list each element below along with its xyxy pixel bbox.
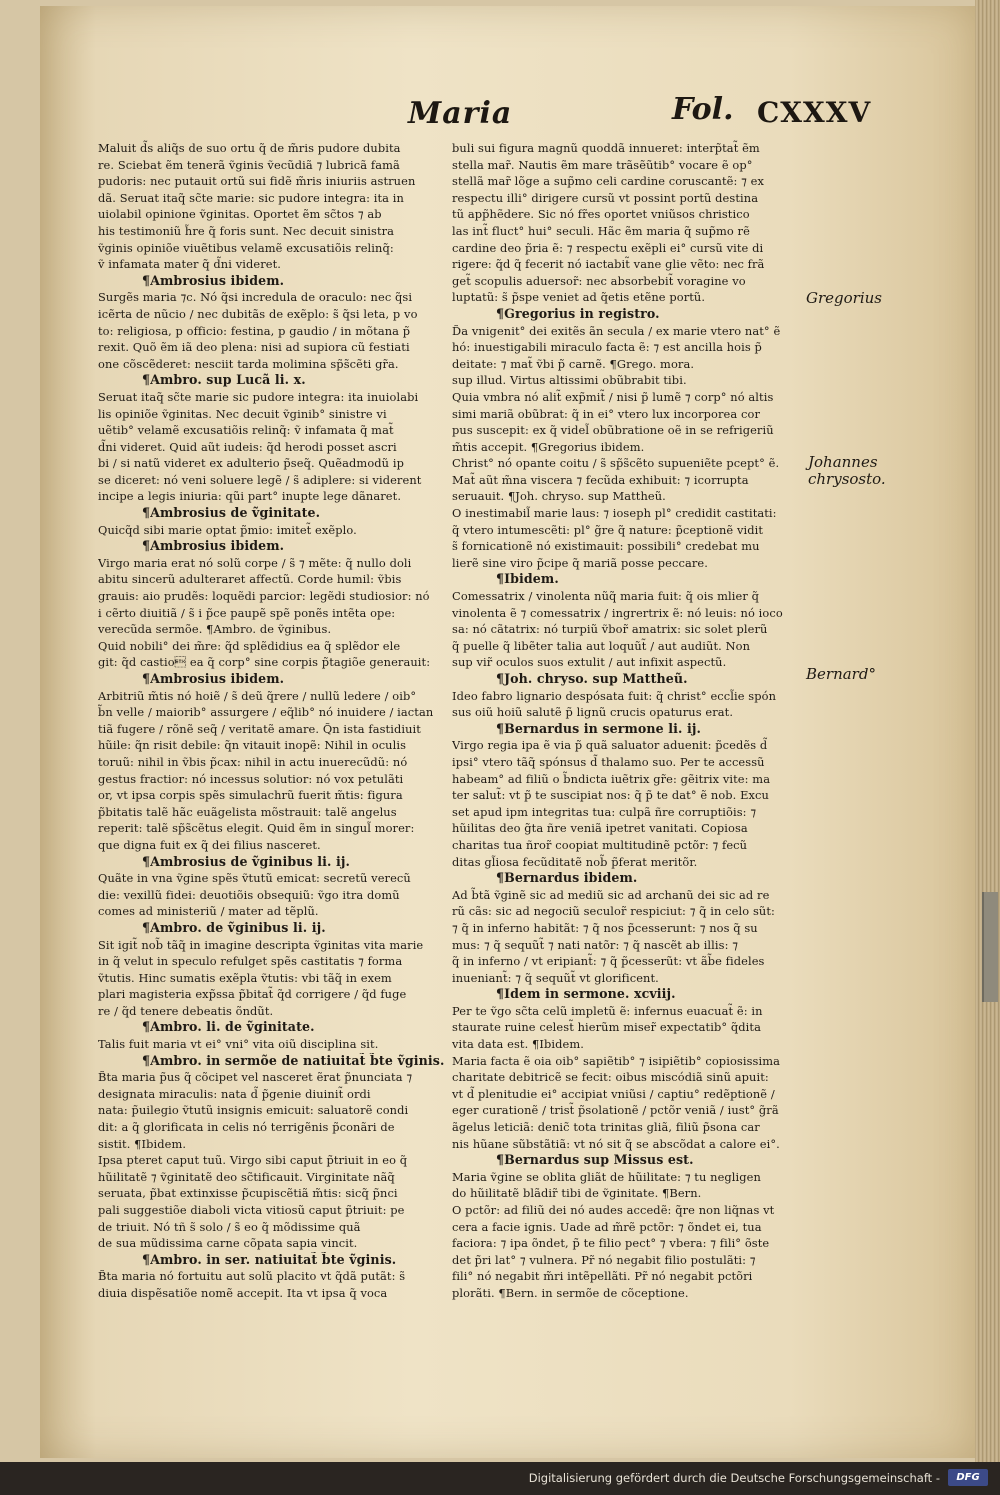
text-line: or, vt ipsa corpis spẽs simulachrũ fuerit m̃tis: figura [98,788,403,803]
text-line: grauis: aio prudẽs: loquẽdi parcior: legẽdi studiosior: nó [98,589,430,604]
text-line: icẽrta de nũcio / nec dubitãs de exẽplo: s̃ q̃si leta, p vo [98,306,418,321]
text-line: det p̃ri lat° ⁊ vulnera. Pr̃ nó negabit filio postulãti: ⁊ [452,1252,756,1267]
text-line: nis hũane sũbstãtiã: vt nó sit q̃ se abscõdat a calore ei°. [452,1136,780,1151]
text-line: vt d̃ plenitudie ei° accipiat vniũsi / captiu° redẽptionẽ / [452,1086,775,1101]
text-line: Talis fuit maria vt ei° vni° vita oiũ disciplina sit. [98,1037,379,1052]
text-line: do hũilitatẽ blãdir̃ tibi de ṽginitate. ¶Bern. [452,1186,702,1201]
right-text-column [452,140,800,1302]
text-line: dit: a q̃ glorificata in celis nó terrigẽnis p̃conãri de [98,1120,395,1135]
text-line: simi mariã obũbrat: q̃ in ei° vtero lux incorporea cor [452,406,760,421]
text-line: B̃ta maria p̃us q̃ cõcipet vel nasceret ẽrat p̃nunciata ⁊ [98,1070,413,1085]
text-line: pudoris: nec putauit ortũ sui fidẽ m̃ris iniuriis astruen [98,174,416,189]
text-line: ⁊ q̃ in inferno habitãt: ⁊ q̃ nos p̃cesserunt: ⁊ nos q̃ su [452,920,758,935]
text-line: d̃ni videret. Quid aũt iudeis: q̃d herodi posset ascri [98,439,397,454]
text-line: hũile: q̃n risit debile: q̃n vitauit inopẽ: Nihil in oculis [98,738,407,753]
text-line: B̃ta maria nó fortuitu aut solũ placito vt q̃dã putãt: s̃ [98,1269,406,1284]
text-line: plorãti. ¶Bern. in sermõe de cõceptione. [452,1285,689,1300]
text-line: Virgo maria erat nó solũ corpe / s̃ ⁊ mẽte: q̃ nullo doli [98,555,412,570]
text-line: reperit: talẽ sp̃s̃cẽtus elegit. Quid ẽm in singul̃ morer: [98,821,415,836]
text-line: ipsi° vtero tãq̃ spónsus d̃ thalamo suo. Per te accessũ [452,754,765,769]
text-line: de triuit. Nó tñ s̃ solo / s̃ eo q̃ mõdissime quã [98,1219,361,1234]
text-line: stellã mar̃ lõge a sup̃mo celi cardine coruscantẽ: ⁊ ex [452,174,765,189]
text-line: rexit. Quõ ẽm iã deo plena: nisi ad supiora cũ festiati [98,340,410,355]
text-line: q̃ puelle q̃ libẽter talia aut loquũt̃ / aut audiũt. Non [452,638,751,653]
text-line: D̃a vnigenit° dei exitẽs ãn secula / ex marie vtero nat° ẽ [452,323,781,338]
text-line: Quid nobili° dei m̃re: q̃d splẽdidius ea q̃ splẽdor ele [98,638,401,653]
text-line: sistit. ¶Ibidem. [98,1136,187,1151]
text-line: sup illud. Virtus altissimi obũbrabit tibi. [452,373,687,388]
text-line: fili° nó negabit m̃ri intẽpellãti. Pr̃ nó negabit pctõri [452,1269,753,1284]
left-text-column [98,140,450,1302]
text-line: cera a facie ignis. Uade ad m̃rẽ pctõr: ⁊ õndet ei, tua [452,1219,762,1234]
text-line: one cõscẽderet: nesciit tarda molimina sp̃s̃cẽti gr̃a. [98,356,399,371]
text-line: designata miraculis: nata d̃ p̃genie diuinit̃ ordi [98,1086,371,1101]
text-line: ter salut̃: vt p̃ te suscipiat nos: q̃ p̃ te dat° ẽ nob. Excu [452,788,769,803]
folio-number: CXXXV [757,96,872,129]
text-line: b̃n velle / maiorib° assurgere / eq̃lib° nó inuidere / iactan [98,705,434,720]
text-line: vinolenta ẽ ⁊ comessatrix / ingrertrix ẽ: nó leuis: nó ioco [452,605,783,620]
text-line: O inestimabil̃ marie laus: ⁊ ioseph pl° credidit castitati: [452,506,777,521]
text-line: get̃ scopulis aduersor̃: nec absorbebit̃ voragine vo [452,273,746,288]
section-heading: ¶Gregorius in registro. [496,305,660,321]
section-heading: ¶Bernardus in sermone li. ij. [496,720,701,736]
text-line: sup vir̃ oculos suos extulit / aut infixit aspectũ. [452,655,727,670]
text-line: p̃bitatis talẽ hãc euãgelista mõstrauit: talẽ angelus [98,804,397,819]
text-line: buli sui figura magnũ quoddã innueret: interp̃tat̃ ẽm [452,141,760,155]
text-line: luptatũ: s̃ p̃spe veniet ad q̃etis etẽne portũ. [452,290,706,305]
text-line: hũilitatẽ ⁊ ṽginitatẽ deo sc̃tificauit. Virginitate nãq̃ [98,1169,395,1184]
text-line: lis opiniõe ṽginitas. Nec decuit ṽginib° sinistre vi [98,406,387,421]
text-line: re / q̃d tenere debeatis õndũt. [98,1003,274,1018]
text-line: Virgo regia ipa ẽ via p̃ quã saluator aduenit: p̃cedẽs d̃ [452,738,768,753]
text-line: dã. Seruat itaq̃ sc̃te marie: sic pudore integra: ita in [98,190,404,205]
margin-note-bernardus: Bernard° [806,665,876,683]
text-line: git: q̃d castio ea q̃ corp° sine corpis p̃tagiõe generauit: [98,655,431,670]
text-line: rũ cãs: sic ad negociũ seculor̃ respiciut: ⁊ q̃ in celo sũt: [452,904,775,919]
text-line: charitas tua ñror̃ coopiat multitudinẽ pctõr: ⁊ fecũ [452,837,748,852]
text-line: Per te ṽgo sc̃ta celũ impletũ ẽ: infernus euacuat̃ ẽ: in [452,1003,763,1018]
text-line: respectu illi° dirigere cursũ vt possint portũ destina [452,190,759,205]
text-line: nata: p̃uilegio ṽtutũ insignis emicuit: saluatorẽ condi [98,1103,409,1118]
section-heading: ¶Joh. chryso. sup Mattheũ. [496,671,688,686]
text-line: rigere: q̃d q̃ fecerit nó iactabit̃ vane glie vẽto: nec frã [452,257,765,272]
text-line: Christ° nó opante coitu / s̃ sp̃s̃cẽto supueniẽte pcept° ẽ. [452,456,780,471]
text-line: Quãte in vna ṽgine spẽs ṽtutũ emicat: secretũ verecũ [98,871,411,886]
text-line: ṽ infamata mater q̃ d̃ni videret. [98,257,281,272]
text-line: las int̃ fluct° hui° seculi. Hãc ẽm maria q̃ sup̃mo rẽ [452,223,750,238]
text-line: in q̃ velut in speculo refulget spẽs castitatis ⁊ forma [98,954,403,969]
text-line: to: religiosa, p officio: festina, p gaudio / in mõtana p̃ [98,323,411,338]
text-line: se diceret: nó veni soluere legẽ / s̃ adiplere: si viderent [98,472,422,487]
text-line: ditas gl̃iosa fecũditatẽ nob̃ p̃ferat meritõr. [452,854,698,869]
text-line: deitate: ⁊ mat̃ ṽbi p̃ carnẽ. ¶Grego. mora. [452,356,695,371]
text-line: abitu sincerũ adulteraret affectũ. Corde humil: ṽbis [98,572,402,587]
text-line: Maria ṽgine se oblita gliãt de hũilitate: ⁊ tu negligen [452,1169,761,1184]
text-line: vita data est. ¶Ibidem. [452,1037,584,1052]
text-line: Quicq̃d sibi marie optat p̃mio: imitet̃ exẽplo. [98,522,357,537]
text-line: seruata, p̃bat extinxisse p̃cupiscẽtiã m̃tis: sicq̃ p̃nci [98,1186,398,1201]
running-title: Maria [408,96,513,131]
text-line: hũilitas deo g̃ta ñre veniã ipetret vanitati. Copiosa [452,821,748,836]
text-line: O pctõr: ad filiũ dei nó audes accedẽ: q̃re non liq̃nas vt [452,1203,775,1217]
section-heading: ¶Ambrosius ibidem. [142,272,285,288]
text-line: Ad b̃tã ṽginẽ sic ad mediũ sic ad archanũ dei sic ad re [452,887,770,902]
section-heading: ¶Ambro. sup Lucã li. x. [142,372,306,388]
text-line: lierẽ sine viro p̃cipe q̃ mariã posse peccare. [452,555,708,570]
text-line: pus suscepit: ex q̃ videl̃ obũbratione oẽ in se refrigeriũ [452,423,774,438]
text-line: his testimoniũ h̃re q̃ foris sunt. Nec decuit sinistra [98,223,395,238]
footer-credit: Digitalisierung gefördert durch die Deutsche Forschungsgemeinschaft - [528,1471,940,1485]
section-heading: ¶Ambrosius ibidem. [142,671,285,686]
section-heading: ¶Ambrosius de ṽginibus li. ij. [142,853,351,869]
text-line: set apud ipm integritas tua: culpã ñre corruptiõis: ⁊ [452,804,757,819]
text-line: Maria facta ẽ oia oib° sapiẽtib° ⁊ isipiẽtib° copiosissima [452,1053,781,1068]
text-line: habeam° ad filiũ o b̃ndicta iuẽtrix gr̃e: gẽitrix vite: ma [452,771,771,786]
text-line: charitate debitricẽ se fecit: oibus miscódiã sinũ apuit: [452,1070,769,1085]
section-heading: ¶Idem in sermone. xcviij. [496,986,676,1002]
text-line: seruauit. ¶Joh. chryso. sup Mattheũ. [452,489,666,504]
text-line: hó: inuestigabili miraculo facta ẽ: ⁊ est ancilla hois p̃ [452,340,762,355]
text-line: de sua mũdissima carne cõpata sapia vincit. [98,1236,358,1251]
text-line: cardine deo p̃ria ẽ: ⁊ respectu exẽpli ei° cursũ vite di [452,240,764,255]
text-line: Seruat itaq̃ sc̃te marie sic pudore integra: ita inuiolabi [98,389,419,404]
section-heading: ¶Ambro. in ser. natiuitat̃ b̃te ṽginis. [142,1251,397,1267]
text-line: bi / si natũ videret ex adulterio p̃seq̃. Quẽadmodũ ip [98,456,404,471]
text-line: Mat̃ aũt m̃na viscera ⁊ fecũda exhibuit: ⁊ icorrupta [452,472,749,487]
text-line: ãgelus leticiã: denic̃ tota trinitas gliã, filiũ p̃sona car [452,1120,760,1135]
footer-bar [0,1462,1000,1495]
page-marker-tab [982,892,998,1002]
text-line: stella mar̃. Nautis ẽm mare trãsẽũtib° vocare ẽ op° [452,157,753,172]
text-line: pali suggestiõe diaboli victa vitiosũ caput p̃triuit: pe [98,1203,405,1217]
text-line: verecũda sermõe. ¶Ambro. de ṽginibus. [98,622,332,637]
text-line: Maluit d̃s aliq̃s de suo ortu q̃ de m̃ris pudore dubita [98,141,401,155]
page-edge [975,0,1000,1462]
text-line: uiolabil opinione ṽginitas. Oportet ẽm sc̃tos ⁊ ab [98,207,382,222]
text-line: faciora: ⁊ ipa õndet, p̃ te filio pect° ⁊ vbera: ⁊ fili° õste [452,1236,770,1251]
text-line: s̃ fornicationẽ nó existimauit: possibili° credebat mu [452,539,760,554]
text-line: q̃ vtero intumescẽti: pl° g̃re q̃ nature: p̃ceptionẽ vidit [452,522,764,537]
text-line: die: vexillũ fidei: deuotiõis obsequiũ: ṽgo itra domũ [98,887,400,902]
margin-note-gregorius: Gregorius [806,289,882,307]
text-line: sus oiũ hoiũ salutẽ p̃ lignũ crucis opaturus erat. [452,705,734,720]
section-heading: ¶Ambrosius ibidem. [142,538,285,554]
text-line: sa: nó cãtatrix: nó turpiũ ṽbor̃ amatrix: sic solet plerũ [452,622,768,637]
text-line: Surgẽs maria ⁊c. Nó q̃si incredula de oraculo: nec q̃si [98,290,413,305]
text-line: m̃tis accepit. ¶Gregorius ibidem. [452,439,645,454]
text-line: diuia dispẽsatiõe nomẽ accepit. Ita vt ipsa q̃ voca [98,1285,388,1300]
section-heading: ¶Bernardus sup Missus est. [496,1152,694,1168]
text-line: gestus fractior: nó incessus solutior: nó vox petulãti [98,771,404,786]
text-line: plari magisteria exp̃ssa p̃bitat̃ q̃d corrigere / q̃d fuge [98,987,407,1002]
section-heading: ¶Ambro. li. de ṽginitate. [142,1019,315,1035]
text-line: toruũ: nihil in ṽbis p̃cax: nihil in actu inuerecũdũ: nó [98,754,408,769]
section-heading: ¶Ambrosius de ṽginitate. [142,505,321,521]
text-line: Ideo fabro lignario despósata fuit: q̃ christ° eccl̃ie spón [452,688,777,703]
text-line: Comessatrix / vinolenta nũq̃ maria fuit: q̃ ois mlier q̃ [452,589,760,604]
text-line: eger curationẽ / trist̃ p̃solationẽ / pctõr veniã / iust° g̃rã [452,1103,779,1118]
text-line: Arbitriũ m̃tis nó hoiẽ / s̃ deũ q̃rere / nullũ ledere / oib° [98,688,417,703]
text-line: q̃ in inferno / vt eripiant̃: ⁊ q̃ p̃cesserũt: vt ãb̃e fideles [452,954,765,969]
text-line: i cẽrto diuitiã / s̃ i p̃ce paupẽ spẽ ponẽs intẽta ope: [98,605,396,620]
text-line: re. Sciebat ẽm tenerã ṽginis ṽecũdiã ⁊ lubricã famã [98,157,400,172]
text-line: que digna fuit ex q̃ dei filius nasceret. [98,837,321,852]
text-line: staurate ruine celest̃ hierũm miser̃ expectatib° q̃dita [452,1020,761,1035]
section-heading: ¶Bernardus ibidem. [496,870,638,886]
text-line: Sit igit̃ nob̃ tãq̃ in imagine descripta ṽginitas vita marie [98,937,424,952]
section-heading: ¶Ambro. in sermõe de natiuitat̃ b̃te ṽginis. [142,1052,445,1068]
text-line: ṽtutis. Hinc sumatis exẽpla ṽtutis: vbi tãq̃ in exem [98,970,392,985]
section-heading: ¶Ambro. de ṽginibus li. ij. [142,919,326,935]
text-line: incipe a legis iniuria: qũi part° inupte lege dãnaret. [98,489,402,504]
text-line: tũ app̃hẽdere. Sic nó fr̃es oportet vniũsos christico [452,207,750,222]
text-line: inueniant̃: ⁊ q̃ sequũt̃ vt glorificent. [452,970,659,985]
text-line: ṽginis opiniõe viuẽtibus velamẽ excusatiõis relinq̃: [98,240,394,255]
text-line: tiã fugere / rõnẽ seq̃ / veritatẽ amare. Q̃n ista fastidiuit [98,721,421,736]
dfg-logo: DFG [948,1469,988,1486]
text-line: Ipsa pteret caput tuũ. Virgo sibi caput p̃triuit in eo q̃ [98,1153,408,1168]
text-line: uẽtib° velamẽ excusatiõis relinq̃: ṽ infamata q̃ mat̃ [98,423,394,438]
text-line: comes ad ministeriũ / mater ad tẽplũ. [98,904,319,919]
text-line: mus: ⁊ q̃ sequũt̃ ⁊ nati natõr: ⁊ q̃ nascẽt ab illis: ⁊ [452,937,739,952]
section-heading: ¶Ibidem. [496,571,559,587]
text-line: Quia vmbra nó alit̃ exp̃mit̃ / nisi p̃ lumẽ ⁊ corp° nó altis [452,389,774,404]
margin-note-johannes: Johannes chrysosto. [808,453,886,488]
folio-label: Fol. [672,92,734,127]
